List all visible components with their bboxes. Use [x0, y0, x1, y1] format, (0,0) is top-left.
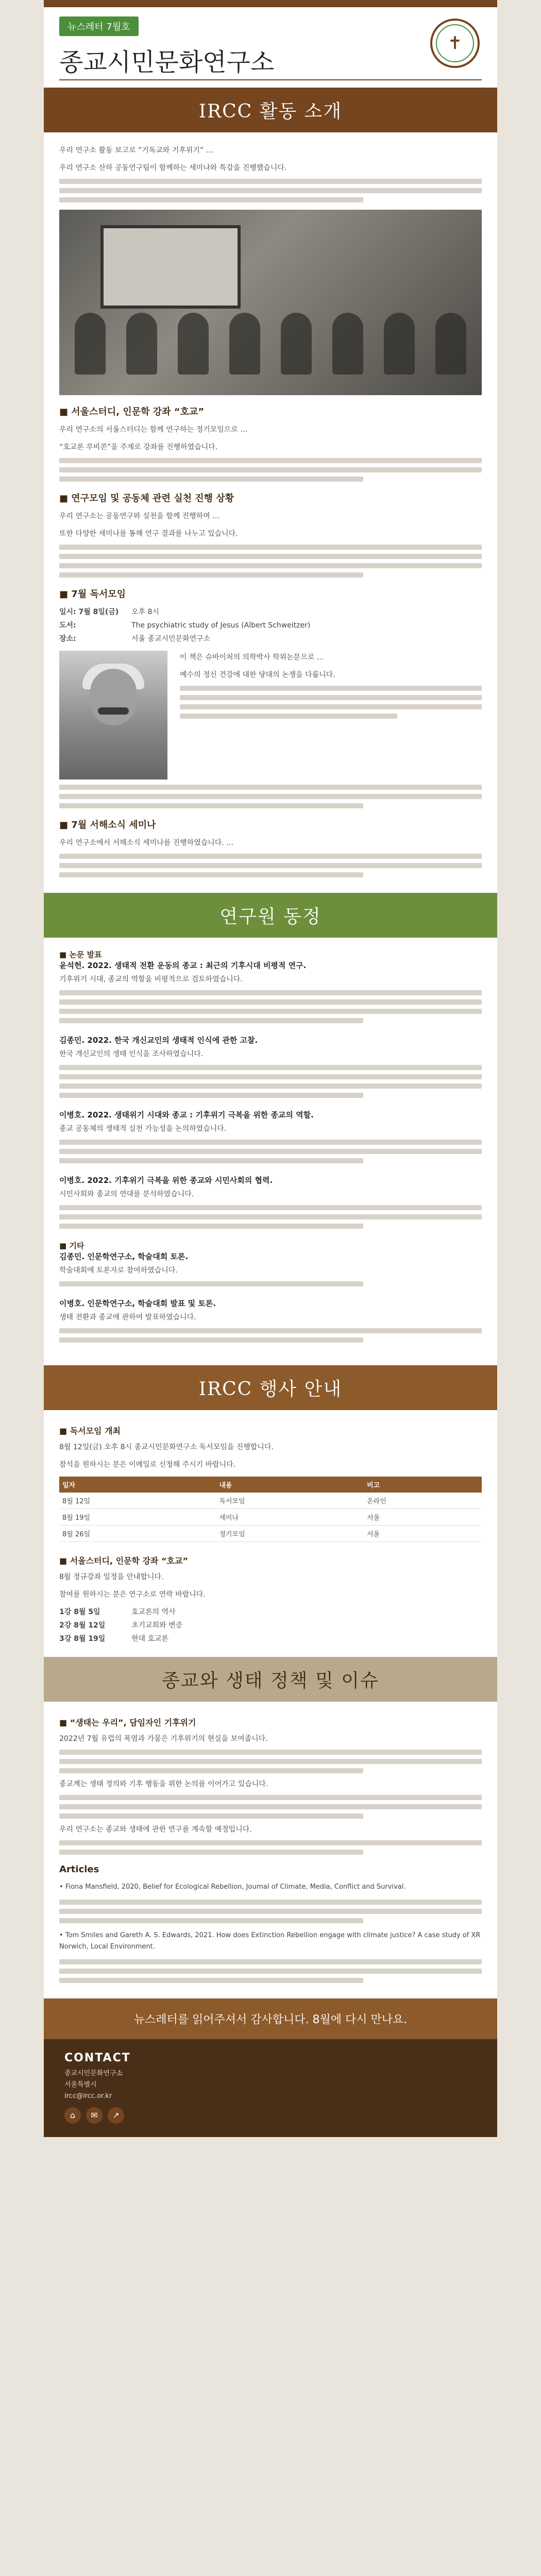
lecture-topic: 호교론의 역사	[131, 1608, 176, 1616]
schedule-text: The psychiatric study of Jesus (Albert Schweitzer)	[131, 621, 311, 630]
schedule-date: 일시: 7월 8일(금)	[59, 608, 119, 616]
text-placeholder-line	[59, 197, 363, 202]
portrait-mustache	[98, 707, 129, 715]
text-placeholder-line	[59, 863, 482, 868]
news-line: 참석을 원하시는 분은 이메일로 신청해 주시기 바랍니다.	[59, 1461, 236, 1469]
text-placeholder-line	[59, 1065, 482, 1070]
text-placeholder-line	[59, 1140, 482, 1145]
text-placeholder-line	[59, 1768, 363, 1773]
research-extra-item	[59, 1251, 482, 1286]
text-placeholder-line	[59, 1900, 482, 1905]
research-extra-text: 생태 전환과 종교에 관하여 발표하였습니다.	[59, 1313, 196, 1321]
text-placeholder-line	[180, 704, 482, 709]
text-placeholder-line	[59, 1759, 482, 1764]
table-cell: 세미나	[216, 1509, 364, 1526]
text-placeholder-line	[59, 1214, 482, 1219]
thanks-banner: 뉴스레터를 읽어주셔서 감사합니다. 8월에 다시 만나요.	[44, 1998, 497, 2039]
text-placeholder-line	[59, 563, 482, 568]
text-placeholder-line	[59, 1149, 482, 1154]
schedule-row	[59, 605, 482, 619]
reference-item: • Fiona Mansfield, 2020, Belief for Ecological Rebellion, Journal of Climate, Media, Conflict and Survival.	[59, 1883, 406, 1891]
table-cell: 서울	[364, 1509, 482, 1526]
policy-title: ■ “생태는 우리”, 담임자인 기후위기	[59, 1718, 196, 1727]
schedule-date: 도서:	[59, 621, 76, 630]
research-item-text: 시민사회와 종교의 연대를 분석하였습니다.	[59, 1190, 194, 1198]
text-placeholder-line	[59, 1840, 482, 1845]
schedule-row	[59, 619, 482, 632]
research-item-text: 종교 공동체의 생태적 실천 가능성을 논의하였습니다.	[59, 1125, 227, 1133]
portrait-face	[90, 669, 137, 725]
research-section-heading: 연구원 동정	[44, 893, 497, 938]
policy-paragraph: 2022년 7월 유럽의 폭염과 가뭄은 기후위기의 현실을 보여줍니다.	[59, 1735, 268, 1743]
lecture-date: 2강 8월 12일	[59, 1621, 106, 1630]
event-table	[59, 1477, 482, 1542]
table-cell: 서울	[364, 1526, 482, 1542]
table-header-cell: 일자	[59, 1477, 216, 1493]
lecture-date: 1강 8월 5일	[59, 1608, 100, 1616]
item2-paragraph-1: 우리 연구소는 공동연구와 실천을 함께 진행하며 …	[59, 512, 220, 520]
attendee-silhouette	[75, 313, 106, 375]
attendee-silhouette	[126, 313, 157, 375]
research-item-text: 한국 개신교인의 생태 인식을 조사하였습니다.	[59, 1050, 204, 1058]
activity-section	[44, 132, 497, 893]
text-placeholder-line	[59, 1795, 482, 1800]
item2-title: ■ 연구모임 및 공동체 관련 실천 진행 상황	[59, 493, 234, 504]
org-title: 종교시민문화연구소	[59, 48, 275, 77]
policy-paragraph: 종교계는 생태 정의와 기후 행동을 위한 논의를 이어가고 있습니다.	[59, 1780, 268, 1788]
item4-title: ■ 7월 서해소식 세미나	[59, 820, 156, 831]
text-placeholder-line	[59, 1083, 482, 1089]
item4-paragraph-1: 우리 연구소에서 서해소식 세미나를 진행하였습니다. …	[59, 839, 234, 847]
table-row	[59, 1526, 482, 1542]
text-placeholder-line	[180, 695, 482, 700]
policy-paragraph: 우리 연구소는 종교와 생태에 관한 연구를 계속할 예정입니다.	[59, 1825, 252, 1834]
text-placeholder-line	[59, 458, 482, 463]
text-placeholder-line	[59, 1281, 363, 1286]
attendee-silhouette	[332, 313, 363, 375]
attendee-silhouette	[435, 313, 466, 375]
schedule-row	[59, 632, 482, 646]
text-placeholder-line	[59, 1093, 363, 1098]
policy-section-heading: 종교와 생태 정책 및 이슈	[44, 1657, 497, 1702]
reference-item: • Tom Smiles and Gareth A. S. Edwards, 2021. How does Extinction Rebellion engage with climate justice? A case study of XR Norwich, Local Environment.	[59, 1931, 481, 1951]
attendee-silhouette	[281, 313, 312, 375]
text-placeholder-line	[59, 854, 482, 859]
text-placeholder-line	[59, 1918, 363, 1923]
masthead	[44, 7, 497, 88]
news-title-1: ■ 독서모임 개최	[59, 1426, 121, 1436]
research-item-title: 김종민. 2022. 한국 개신교인의 생태적 인식에 관한 고찰.	[59, 1036, 258, 1045]
text-placeholder-line	[59, 545, 482, 550]
item2-paragraph-2: 또한 다양한 세미나를 통해 연구 결과를 나누고 있습니다.	[59, 530, 238, 538]
text-placeholder-line	[59, 1018, 363, 1023]
lecture-date: 3강 8월 19일	[59, 1635, 106, 1643]
research-extra-text: 학술대회에 토론자로 참여하였습니다.	[59, 1266, 178, 1275]
text-placeholder-line	[59, 179, 482, 184]
attendee-silhouette	[229, 313, 260, 375]
text-placeholder-line	[59, 467, 482, 472]
research-section	[44, 938, 497, 1365]
research-item-title: 이병호. 2022. 기후위기 극복을 위한 종교와 시민사회의 협력.	[59, 1176, 273, 1185]
activity-lead-2: 우리 연구소 산하 공동연구팀이 함께하는 세미나와 특강을 진행했습니다.	[59, 164, 287, 172]
lecture-row	[59, 1619, 482, 1632]
item3-title: ■ 7월 독서모임	[59, 589, 126, 600]
research-item	[59, 1035, 482, 1098]
schedule-text: 오후 8시	[131, 608, 159, 616]
table-row	[59, 1493, 482, 1509]
activity-lead-1: 우리 연구소 활동 보고로 “기독교와 기후위기” …	[59, 146, 213, 155]
text-placeholder-line	[59, 1337, 363, 1343]
book-author-block	[59, 651, 482, 779]
contact-label: CONTACT	[64, 2052, 131, 2064]
news-section	[44, 1410, 497, 1657]
table-cell: 독서모임	[216, 1493, 364, 1509]
research-item-title: 이병호. 2022. 생태위기 시대와 종교 : 기후위기 극복을 위한 종교의 역할.	[59, 1110, 314, 1120]
item3-paragraph-1: 이 책은 슈바이처의 의학박사 학위논문으로 …	[180, 653, 324, 662]
news-line: 8월 정규강좌 일정을 안내합니다.	[59, 1573, 164, 1581]
activity-section-heading: IRCC 활동 소개	[44, 88, 497, 132]
table-cell: 온라인	[364, 1493, 482, 1509]
text-placeholder-line	[59, 1959, 482, 1964]
articles-label: Articles	[59, 1864, 99, 1875]
attendee-silhouette	[384, 313, 415, 375]
text-placeholder-line	[59, 188, 482, 193]
text-placeholder-line	[59, 1205, 482, 1210]
org-seal-logo	[430, 19, 480, 68]
text-placeholder-line	[59, 872, 363, 877]
text-placeholder-line	[59, 785, 482, 790]
projector-screen	[100, 225, 241, 309]
contact-footer	[44, 2039, 497, 2137]
author-portrait	[59, 651, 167, 779]
schedule-date: 장소:	[59, 635, 76, 643]
contact-line: 종교시민문화연구소	[64, 2070, 123, 2077]
research-item	[59, 960, 482, 1023]
news-line: 8월 12일(금) 오후 8시 종교시민문화연구소 독서모임을 진행합니다.	[59, 1443, 274, 1451]
text-placeholder-line	[59, 1224, 363, 1229]
seminar-photo	[59, 210, 482, 395]
text-placeholder-line	[59, 1969, 482, 1974]
text-placeholder-line	[59, 1074, 482, 1079]
newsletter-container	[44, 0, 497, 2137]
attendees-row	[75, 313, 466, 375]
research-item	[59, 1109, 482, 1163]
text-placeholder-line	[59, 1804, 482, 1809]
item3-paragraph-2: 예수의 정신 건강에 대한 당대의 논쟁을 다룹니다.	[180, 671, 335, 679]
text-placeholder-line	[59, 1328, 482, 1333]
research-extra-item	[59, 1298, 482, 1343]
text-placeholder-line	[59, 803, 363, 808]
text-placeholder-line	[59, 477, 363, 482]
contact-line: 서울특별시	[64, 2081, 97, 2089]
table-cell: 8월 19일	[59, 1509, 216, 1526]
text-placeholder-line	[59, 999, 482, 1005]
mail-icon[interactable]: ✉	[86, 2107, 103, 2124]
contact-email[interactable]: ircc@ircc.or.kr	[64, 2092, 112, 2100]
seal-inner-ring	[436, 24, 474, 62]
text-placeholder-line	[59, 1850, 363, 1855]
research-extra-name: 김종민. 인문학연구소, 학술대회 토론.	[59, 1252, 189, 1261]
text-placeholder-line	[180, 686, 482, 691]
research-extra-title: ■ 기타	[59, 1241, 84, 1250]
news-line: 참여를 원하시는 분은 연구소로 연락 바랍니다.	[59, 1590, 206, 1599]
news-title-2: ■ 서울스터디, 인문학 강좌 “호교”	[59, 1556, 188, 1566]
lecture-row	[59, 1605, 482, 1619]
text-placeholder-line	[59, 1978, 363, 1983]
text-placeholder-line	[59, 1814, 363, 1819]
research-item	[59, 1175, 482, 1229]
table-header-cell: 비고	[364, 1477, 482, 1493]
top-stripe	[44, 0, 497, 7]
share-icon[interactable]: ↗	[108, 2107, 124, 2124]
table-row	[59, 1509, 482, 1526]
title-rule	[59, 79, 482, 80]
research-item-text: 기후위기 시대, 종교의 역할을 비평적으로 검토하였습니다.	[59, 975, 243, 984]
item1-title: ■ 서울스터디, 인문학 강좌 “호교”	[59, 406, 205, 417]
text-placeholder-line	[59, 572, 363, 578]
reference-list	[59, 1882, 482, 1983]
table-header-cell: 내용	[216, 1477, 364, 1493]
text-placeholder-line	[180, 714, 397, 719]
text-placeholder-line	[59, 1750, 482, 1755]
text-placeholder-line	[59, 990, 482, 995]
home-icon[interactable]: ⌂	[64, 2107, 81, 2124]
research-extra-name: 이병호. 인문학연구소, 학술대회 발표 및 토론.	[59, 1299, 216, 1308]
text-placeholder-line	[59, 554, 482, 559]
news-section-heading: IRCC 행사 안내	[44, 1365, 497, 1410]
text-placeholder-line	[59, 1009, 482, 1014]
attendee-silhouette	[178, 313, 209, 375]
table-cell: 8월 26일	[59, 1526, 216, 1542]
research-intro: ■ 논문 발표	[59, 950, 102, 959]
lecture-topic: 초기교회와 변증	[131, 1621, 183, 1630]
table-cell: 정기모임	[216, 1526, 364, 1542]
schedule-text: 서울 종교시민문화연구소	[131, 635, 211, 643]
text-placeholder-line	[59, 1909, 482, 1914]
lecture-row	[59, 1632, 482, 1646]
text-placeholder-line	[59, 1158, 363, 1163]
policy-section	[44, 1702, 497, 1998]
cross-icon: ✝	[447, 33, 463, 54]
item1-paragraph-2: “호교론 루비콘”을 주제로 강좌를 진행하였습니다.	[59, 443, 218, 451]
social-icons	[64, 2107, 477, 2124]
lecture-topic: 현대 호교론	[131, 1635, 169, 1643]
research-item-title: 윤석헌. 2022. 생태적 전환 운동의 종교 : 최근의 기후시대 비평적 연구.	[59, 961, 307, 970]
item1-paragraph-1: 우리 연구소의 서울스터디는 함께 연구하는 정기모임으로 …	[59, 426, 248, 434]
issue-tag: 뉴스레터 7월호	[59, 16, 139, 36]
text-placeholder-line	[59, 794, 482, 799]
table-cell: 8월 12일	[59, 1493, 216, 1509]
table-header-row	[59, 1477, 482, 1493]
book-description	[180, 651, 482, 779]
